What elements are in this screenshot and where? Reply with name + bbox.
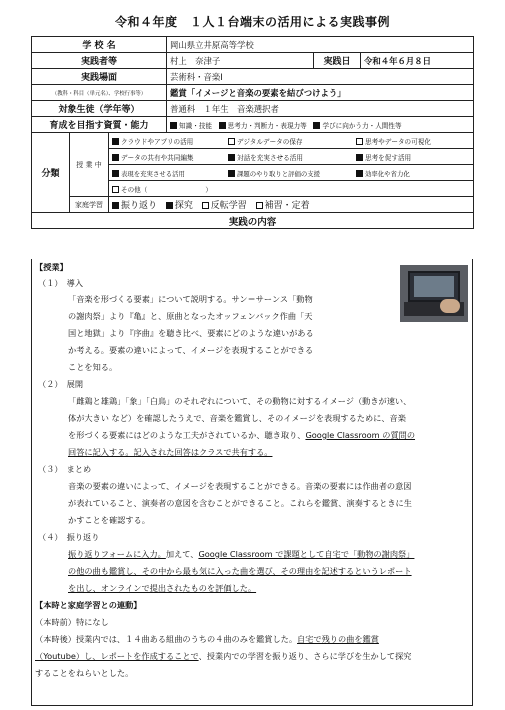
laptop-screen-icon	[408, 271, 460, 302]
subject-value: 芸術科・音楽Ⅰ	[167, 69, 474, 85]
checkbox-empty-icon	[112, 186, 119, 193]
checkbox-empty-icon	[256, 202, 263, 209]
section-reflection-line: 振り返りフォームに入力。加えて、Google Classroom で課題として自宅で「動物の謝肉祭」	[68, 549, 415, 559]
checkbox-empty-icon	[356, 138, 363, 145]
content-header: 実践の内容	[32, 213, 474, 229]
section-develop-title: （２） 展開	[38, 379, 84, 389]
home-label: 家庭学習	[70, 197, 109, 213]
checkbox-checked-icon	[112, 202, 119, 209]
scene-sub-label: （教科・科目（単元名）、学校行事等）	[32, 85, 167, 101]
section-intro-title: （１） 導入	[38, 278, 84, 288]
checkbox-checked-icon	[112, 138, 119, 145]
ability-option: 思考力・判断力・表現力等	[219, 120, 307, 130]
after-lesson-line: （本時後）授業内では、１４曲ある組曲のうちの４曲のみを鑑賞した。自宅で残りの曲を鑑賞	[35, 634, 379, 644]
unit-value: 鑑賞「イメージと音楽の要素を結びつけよう」	[167, 85, 474, 101]
checkbox-empty-icon	[228, 138, 235, 145]
section-develop-line: を形づくる要素にはどのような工夫がされているか、聴き取り、Google Classroom の質問の	[68, 430, 416, 440]
section-summary-line: 音楽の要素の違いによって、イメージを表現することができる。音楽の要素には作曲者の意図	[68, 481, 412, 491]
class-row-other: その他（ ）	[109, 181, 474, 197]
category-label: 分類	[32, 133, 70, 213]
section-intro-line: の謝肉祭」より『亀』と、原曲となったオッフェンバック作曲「天	[68, 311, 313, 321]
ability-label: 育成を目指す資質・能力	[32, 117, 167, 133]
checkbox-checked-icon	[219, 122, 226, 129]
target-label: 対象生徒（学年等）	[32, 101, 167, 117]
section-intro-line: ことを知る。	[68, 362, 118, 372]
page-title: 令和４年度 １人１台端末の活用による実践事例	[114, 15, 390, 29]
home-link-heading: 【本時と家庭学習との連動】	[35, 600, 142, 610]
checkbox-empty-icon	[202, 202, 209, 209]
section-intro-line: 国と地獄」より『序曲』を聴き比べ、要素にどのような違いがある	[68, 328, 314, 338]
scene-label: 実践場面	[32, 69, 167, 85]
checkbox-checked-icon	[170, 122, 177, 129]
checkbox-checked-icon	[228, 154, 235, 161]
checkbox-checked-icon	[112, 170, 119, 177]
practitioner-label: 実践者等	[32, 53, 167, 69]
class-row-3: 表現を充実させる活用 課題のやり取りと評価の支援 効率化や省力化	[109, 165, 474, 181]
school-value: 岡山県立井原高等学校	[167, 37, 474, 53]
checkbox-checked-icon	[356, 154, 363, 161]
classroom-photo	[400, 265, 468, 322]
practitioner-value: 村上 奈津子	[167, 53, 314, 69]
section-develop-line: 回答に記入する。記入された回答はクラスで共有する。	[68, 447, 273, 457]
checkbox-checked-icon	[228, 170, 235, 177]
section-summary-title: （３） まとめ	[38, 464, 92, 474]
section-reflection-line: の他の曲も鑑賞し、その中から最も気に入った曲を選び、その理由を記述するというレポート	[68, 566, 412, 576]
target-value: 普通科 １年生 音楽選択者	[167, 101, 474, 117]
section-summary-line: かすことを確認する。	[68, 515, 150, 525]
before-lesson-text: （本時前）特になし	[35, 617, 109, 627]
practice-content	[31, 259, 473, 706]
student-hand-icon	[440, 299, 460, 313]
section-intro-line: か考える。要素の違いによって、イメージを表現することができる	[68, 345, 314, 355]
section-develop-line: 体が大きい など）を確認したうえで、音楽を鑑賞し、そのイメージを表現するために、音楽	[68, 413, 406, 423]
lesson-heading: 【授業】	[35, 262, 68, 272]
info-table	[31, 36, 474, 229]
date-label: 実践日	[314, 53, 361, 69]
ability-options	[167, 117, 474, 133]
class-row-1: クラウドやアプリの活用 デジタルデータの保存 思考やデータの可視化	[109, 133, 474, 149]
school-label: 学 校 名	[32, 37, 167, 53]
checkbox-checked-icon	[166, 202, 173, 209]
after-lesson-line: （Youtube）し、レポートを作成することで、授業内での学習を振り返り、さらに学びを生かして探究	[35, 651, 412, 661]
checkbox-checked-icon	[112, 154, 119, 161]
section-reflection-title: （４） 振り返り	[38, 532, 100, 542]
ability-option: 知識・技能	[170, 120, 212, 130]
section-intro-line: 「音楽を形づくる要素」について説明する。サン＝サーンス「動物	[68, 294, 313, 304]
checkbox-checked-icon	[356, 170, 363, 177]
class-label: 授 業 中	[70, 133, 109, 197]
section-reflection-line: を出し、オンラインで提出されたものを評価した。	[68, 583, 257, 593]
class-row-2: データの共有や共同編集 対話を充実させる活用 思考を促す活用	[109, 149, 474, 165]
after-lesson-line: することをねらいとした。	[35, 668, 134, 678]
section-summary-line: が表れていること、演奏者の意図を含むことができること。これらを鑑賞、演奏するときに生	[68, 498, 412, 508]
checkbox-checked-icon	[313, 122, 320, 129]
ability-option: 学びに向かう力・人間性等	[313, 120, 401, 130]
section-develop-line: 「雌鶏と雄鶏」「象」「白鳥」のそれぞれについて、その動物に対するイメージ（動きが速い、	[68, 396, 412, 406]
home-options: 振り返り 探究 反転学習 補習・定着	[109, 197, 474, 213]
date-value: 令和４年６月８日	[361, 53, 474, 69]
